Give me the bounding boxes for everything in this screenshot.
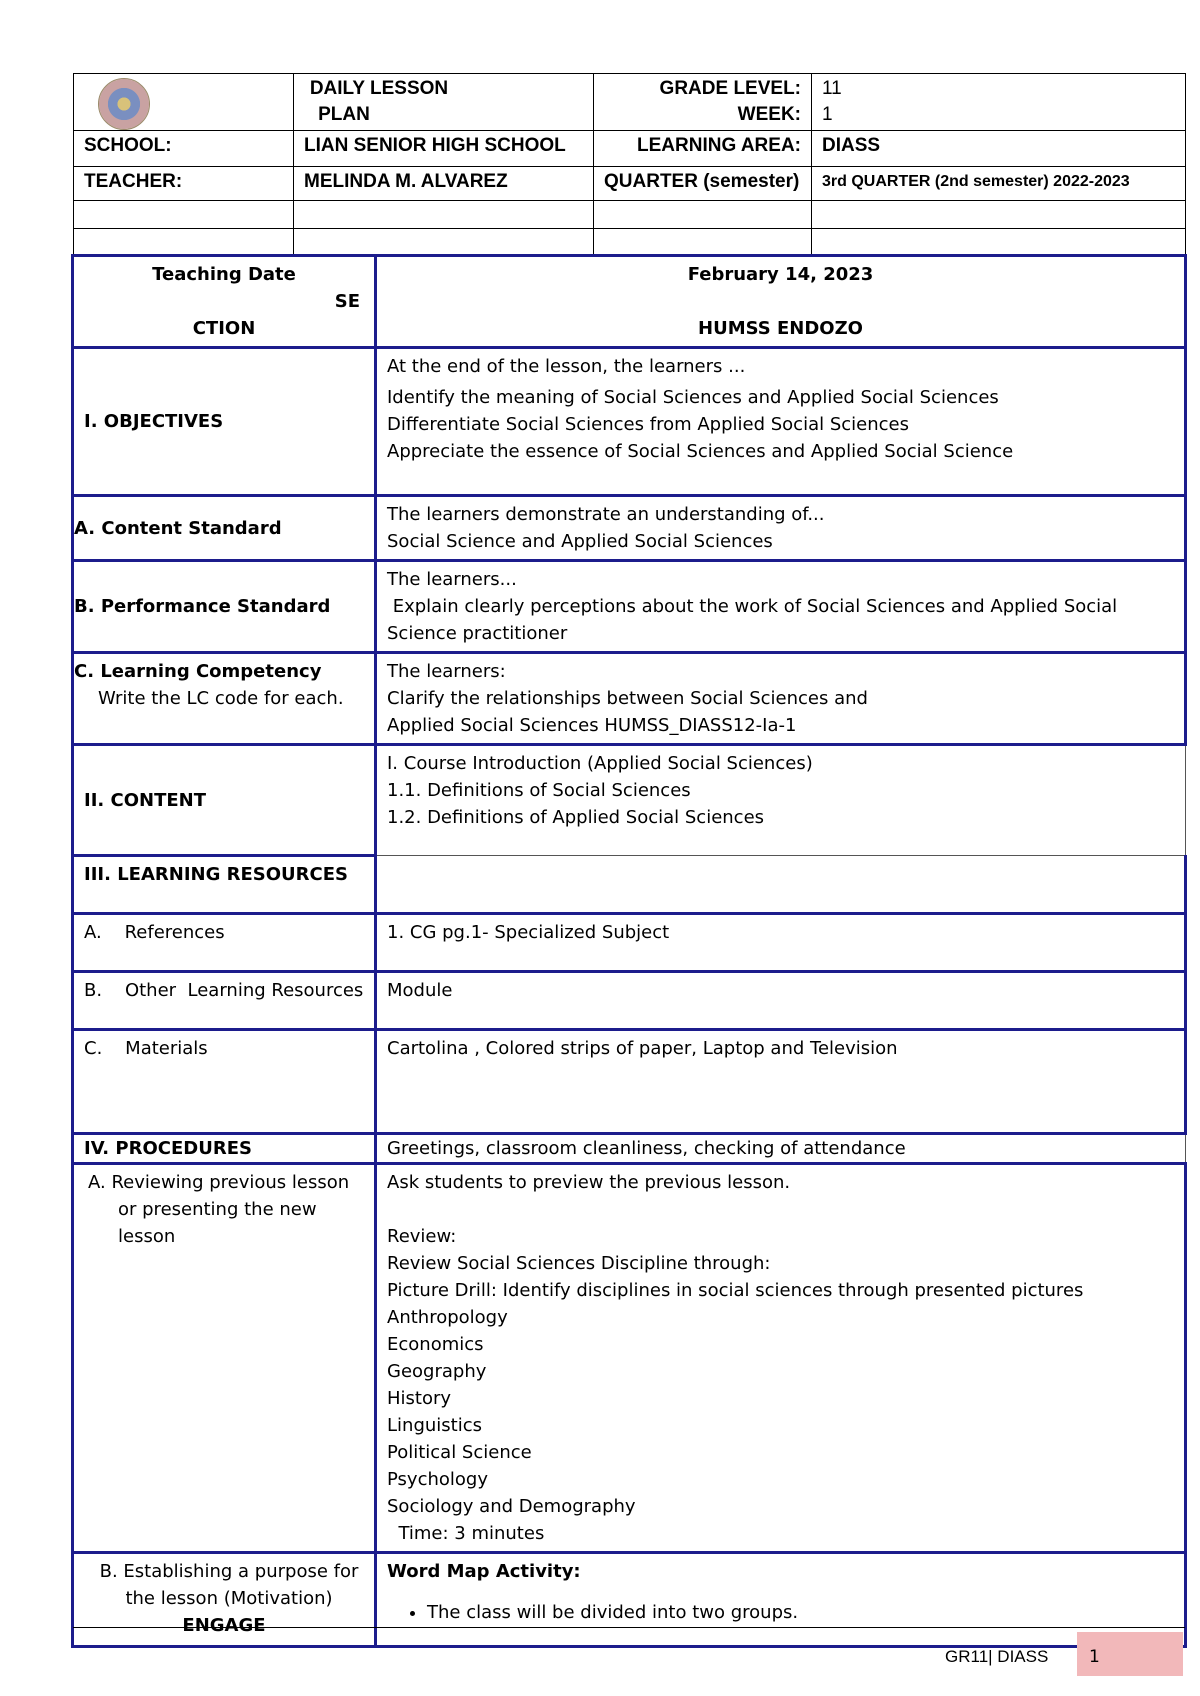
references-value: 1. CG pg.1- Specialized Subject (376, 914, 1186, 972)
review-row (73, 1164, 1186, 1553)
footer-rule (73, 1627, 1185, 1628)
review-line: Review: (387, 1226, 457, 1247)
review-line: Picture Drill: Identify disciplines in social sciences through presented pictures (387, 1280, 1084, 1301)
quarter-label: QUARTER (semester) (594, 167, 812, 201)
purpose-label: B. Establishing a purpose for the lesson (Motivation) (99, 1561, 359, 1609)
objective-intro: At the end of the lesson, the learners ... (387, 356, 746, 377)
objective-item: Appreciate the essence of Social Sciences and Applied Social Science (387, 441, 1014, 462)
date-row (73, 256, 1186, 348)
procedures-row (73, 1134, 1186, 1164)
teacher-value: MELINDA M. ALVAREZ (294, 167, 594, 201)
content-line: 1.2. Definitions of Applied Social Sciences (387, 807, 765, 828)
discipline-item: Geography (387, 1361, 487, 1382)
discipline-item: Linguistics (387, 1415, 482, 1436)
footer-label: GR11| DIASS (945, 1647, 1049, 1666)
resources-label: III. LEARNING RESOURCES (73, 856, 376, 914)
content-standard-line: The learners demonstrate an understanding of... (387, 504, 825, 525)
content-standard-line: Social Science and Applied Social Sciences (387, 531, 773, 552)
teacher-label: TEACHER: (74, 167, 294, 201)
review-label: A. Reviewing previous lesson or presenting the new lesson (88, 1172, 350, 1247)
purpose-row (73, 1553, 1186, 1647)
performance-standard-row (73, 561, 1186, 653)
other-resources-row (73, 972, 1186, 1030)
week-label: WEEK: (737, 104, 801, 125)
objective-item: Identify the meaning of Social Sciences and Applied Social Sciences (387, 387, 999, 408)
discipline-item: Economics (387, 1334, 484, 1355)
section-value: HUMSS ENDOZO (698, 318, 863, 339)
discipline-item: Psychology (387, 1469, 488, 1490)
references-label: A. References (73, 914, 376, 972)
school-label: SCHOOL: (74, 131, 294, 167)
other-resources-label: B. Other Learning Resources (73, 972, 376, 1030)
discipline-item: Anthropology (387, 1307, 508, 1328)
learning-area-label: LEARNING AREA: (594, 131, 812, 167)
purpose-list (387, 1599, 1174, 1626)
procedures-label: IV. PROCEDURES (73, 1134, 376, 1164)
other-resources-value: Module (376, 972, 1186, 1030)
deped-seal-logo (98, 78, 150, 130)
grade-level-label: GRADE LEVEL: (659, 78, 801, 99)
title-cell (74, 74, 449, 131)
doc-title-line1: DAILY LESSON (309, 78, 449, 99)
materials-value: Cartolina , Colored strips of paper, Laptop and Television (376, 1030, 1186, 1134)
discipline-item: Political Science (387, 1442, 532, 1463)
materials-label: C. Materials (73, 1030, 376, 1134)
school-value: LIAN SENIOR HIGH SCHOOL (294, 131, 594, 167)
teaching-date-value: February 14, 2023 (687, 264, 874, 285)
grade-level-value: 11 (822, 78, 842, 99)
purpose-bullet: • The class will be divided into two groups. (427, 1599, 1174, 1626)
content-row (73, 745, 1186, 856)
teaching-date-label: Teaching Date (152, 264, 296, 285)
competency-line: Applied Social Sciences HUMSS_DIASS12-Ia-1 (387, 715, 797, 736)
discipline-item: History (387, 1388, 452, 1409)
learning-area-value: DIASS (812, 131, 1186, 167)
performance-standard-line: The learners... (387, 569, 517, 590)
content-line: 1.1. Definitions of Social Sciences (387, 780, 691, 801)
section-label-part1: SE (334, 291, 360, 312)
doc-title-line2: PLAN (318, 104, 370, 125)
purpose-engage: ENGAGE (182, 1615, 266, 1636)
review-line: Review Social Sciences Discipline through: (387, 1253, 771, 1274)
objectives-label: I. OBJECTIVES (73, 348, 376, 496)
competency-row (73, 653, 1186, 745)
procedures-note: Greetings, classroom cleanliness, checking of attendance (376, 1134, 1186, 1164)
week-value: 1 (822, 104, 833, 125)
competency-sub: Write the LC code for each. (98, 688, 344, 709)
objectives-row (73, 348, 1186, 496)
performance-standard-line: Explain clearly perceptions about the work of Social Sciences and Applied Social Science practitioner (387, 596, 1123, 644)
page-number: 1 (1089, 1647, 1100, 1667)
resources-row (73, 856, 1186, 914)
content-label: II. CONTENT (73, 745, 376, 856)
competency-label: C. Learning Competency (74, 661, 322, 682)
review-line (387, 1196, 1174, 1223)
header-table (73, 73, 1186, 257)
performance-standard-label: B. Performance Standard (73, 561, 376, 653)
discipline-item: Sociology and Demography (387, 1496, 636, 1517)
content-standard-label: A. Content Standard (73, 496, 376, 561)
objective-item: Differentiate Social Sciences from Applied Social Sciences (387, 414, 909, 435)
content-line: I. Course Introduction (Applied Social Sciences) (387, 753, 813, 774)
references-row (73, 914, 1186, 972)
content-standard-row (73, 496, 1186, 561)
section-label-part2: CTION (192, 318, 256, 339)
competency-line: Clarify the relationships between Social Sciences and (387, 688, 868, 709)
review-time: Time: 3 minutes (387, 1523, 545, 1544)
purpose-title: Word Map Activity: (387, 1561, 581, 1582)
materials-row (73, 1030, 1186, 1134)
competency-line: The learners: (387, 661, 506, 682)
review-line: Ask students to preview the previous lesson. (387, 1172, 791, 1193)
lesson-plan-table (71, 254, 1187, 1648)
quarter-value: 3rd QUARTER (2nd semester) 2022-2023 (812, 167, 1186, 201)
